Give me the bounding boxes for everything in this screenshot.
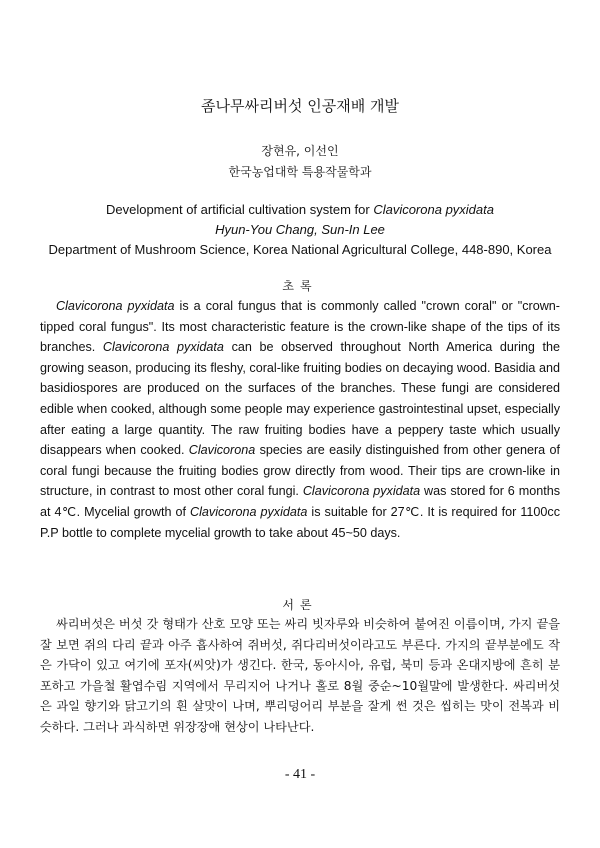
affiliation-english: Department of Mushroom Science, Korea National Agricultural College, 448-890, Korea (48, 242, 552, 257)
species-name: Clavicorona pyxidata (56, 299, 175, 313)
title-en-species: Clavicorona pyxidata (373, 202, 494, 217)
species-name: Clavicorona pyxidata (190, 504, 308, 519)
title-en-prefix: Development of artificial cultivation system for (105, 202, 374, 217)
introduction-heading: 서론 (282, 598, 318, 612)
abstract-text: is a coral fungus that is commonly called "crown coral" or "crown-tipped coral fungus". Its most characteristic feature is the crown-like shape of the tips of its branches. (40, 299, 561, 355)
affiliation-korean: 한국농업대학 특용작물학과 (228, 165, 372, 179)
abstract-heading: 초록 (282, 279, 318, 293)
abstract-text: species are easily distinguished from other genera of coral fungi because the fruiting bodies grow directly from wood. Their tips are crown-like in structure, in contrast to most other coral fungi. (40, 443, 560, 499)
authors-english: Hyun-You Chang, Sun-In Lee (215, 222, 385, 237)
genus-name: Clavicorona (188, 443, 256, 458)
abstract-text: can be observed throughout North America during the growing season, producing its fleshy, coral-like fruiting bodies on decaying wood. Basidia and basidiospores are produced on the surfaces of the branches. These fungi are considered edible when cooked, although some people may experience gastrointestinal upset, especially after eating a large quantity. The raw fruiting bodies have a peppery taste which usually disappears when cooked. (40, 340, 561, 458)
authors-korean: 장현유, 이선인 (261, 144, 339, 158)
page-number: - 41 - (284, 767, 316, 782)
abstract-body (40, 296, 560, 543)
paper-title-english (0, 202, 600, 217)
abstract-text: was stored for 6 months at 4℃. Mycelial growth of (40, 484, 560, 519)
species-name: Clavicorona pyxidata (102, 340, 224, 355)
introduction-body: 싸리버섯은 버섯 갓 형태가 산호 모양 또는 싸리 빗자루와 비슷하여 붙여진 이름이며, 가지 끝을 잘 보면 쥐의 다리 끝과 아주 흡사하여 쥐버섯, 쥐다리버섯이라고도 부른다. 가지의 끝부분에도 작은 가닥이 있고 여기에 포자(씨앗)가 생긴다. 한국, 동아시아, 유럽, 북미 등과 온대지방에 흔히 분포하고 가을철 활엽수림 지역에서 무리지어 나거나 홀로 8월 중순~10월말에 발생한다. 싸리버섯은 과일 향기와 닭고기의 흰 살맛이 나며, 뿌리덩어리 부분을 잘게 썬 것은 씹히는 맛이 전복과 비슷하다. 그러나 과식하면 위장장애 현상이 나타난다. (40, 617, 560, 734)
paper-title: 좀나무싸리버섯 인공재배 개발 (201, 97, 399, 115)
abstract-text: is suitable for 27℃. It is required for 1100cc P.P bottle to complete mycelial growth to take about 45~50 days. (40, 504, 561, 540)
species-name: Clavicorona pyxidata (302, 484, 421, 499)
